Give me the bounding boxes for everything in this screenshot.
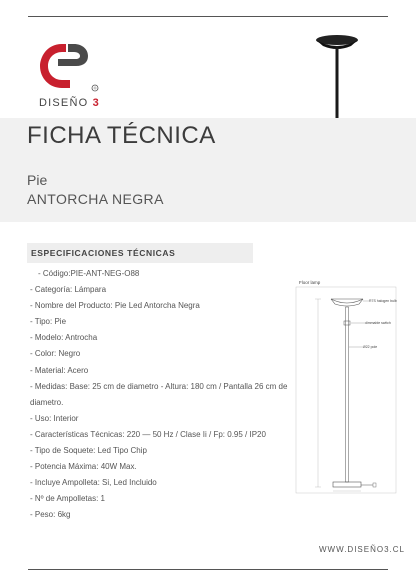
technical-drawing <box>295 277 399 497</box>
top-rule <box>28 16 388 17</box>
spec-item: - Medidas: Base: 25 cm de diametro - Altura: 180 cm / Pantalla 26 cm de diametro. <box>30 381 288 407</box>
brand-word: DISEÑO <box>39 97 89 109</box>
registered-mark: ® <box>93 85 97 91</box>
spec-item: - Características Técnicas: 220 — 50 Hz / Clase Ii / Fp: 0.95 / IP20 <box>30 429 266 439</box>
specs-list <box>27 266 289 524</box>
spec-item: - Uso: Interior <box>30 413 79 423</box>
spec-item: - Color: Negro <box>30 349 81 359</box>
spec-item: - Peso: 6kg <box>30 510 71 520</box>
spec-item: - Nombre del Producto: Pie Led Antorcha Negra <box>30 301 200 311</box>
drawing-title: Floor lamp <box>299 280 321 285</box>
drawing-switch-label: dimmable switch <box>365 321 391 325</box>
spec-item: - Potencia Máxima: 40W Max. <box>30 462 137 472</box>
drawing-bulb-label: R7S halogen bulb <box>369 299 397 303</box>
spec-item: - Tipo: Pie <box>30 317 67 327</box>
page-title: FICHA TÉCNICA <box>27 122 216 149</box>
brand-logo <box>36 38 100 94</box>
spec-item: - Tipo de Soquete: Led Tipo Chip <box>30 446 147 456</box>
brand-name <box>39 97 100 109</box>
footer-url[interactable]: WWW.DISEÑO3.CL <box>319 545 406 554</box>
spec-item: - Nº de Ampolletas: 1 <box>30 494 105 504</box>
spec-item: - Incluye Ampolleta: Si, Led Incluido <box>30 478 157 488</box>
product-name: ANTORCHA NEGRA <box>27 191 164 207</box>
spec-item: - Modelo: Antrocha <box>30 333 98 343</box>
spec-item: - Material: Acero <box>30 365 89 375</box>
drawing-pole-label: Ø22 pole <box>363 345 378 349</box>
spec-item: - Código:PIE-ANT-NEG-O88 <box>38 269 140 278</box>
bottom-rule <box>28 569 388 570</box>
spec-item: - Categoría: Lámpara <box>30 285 107 295</box>
brand-number: 3 <box>92 97 100 109</box>
product-type: Pie <box>27 172 48 188</box>
specs-heading: ESPECIFICACIONES TÉCNICAS <box>27 243 253 263</box>
